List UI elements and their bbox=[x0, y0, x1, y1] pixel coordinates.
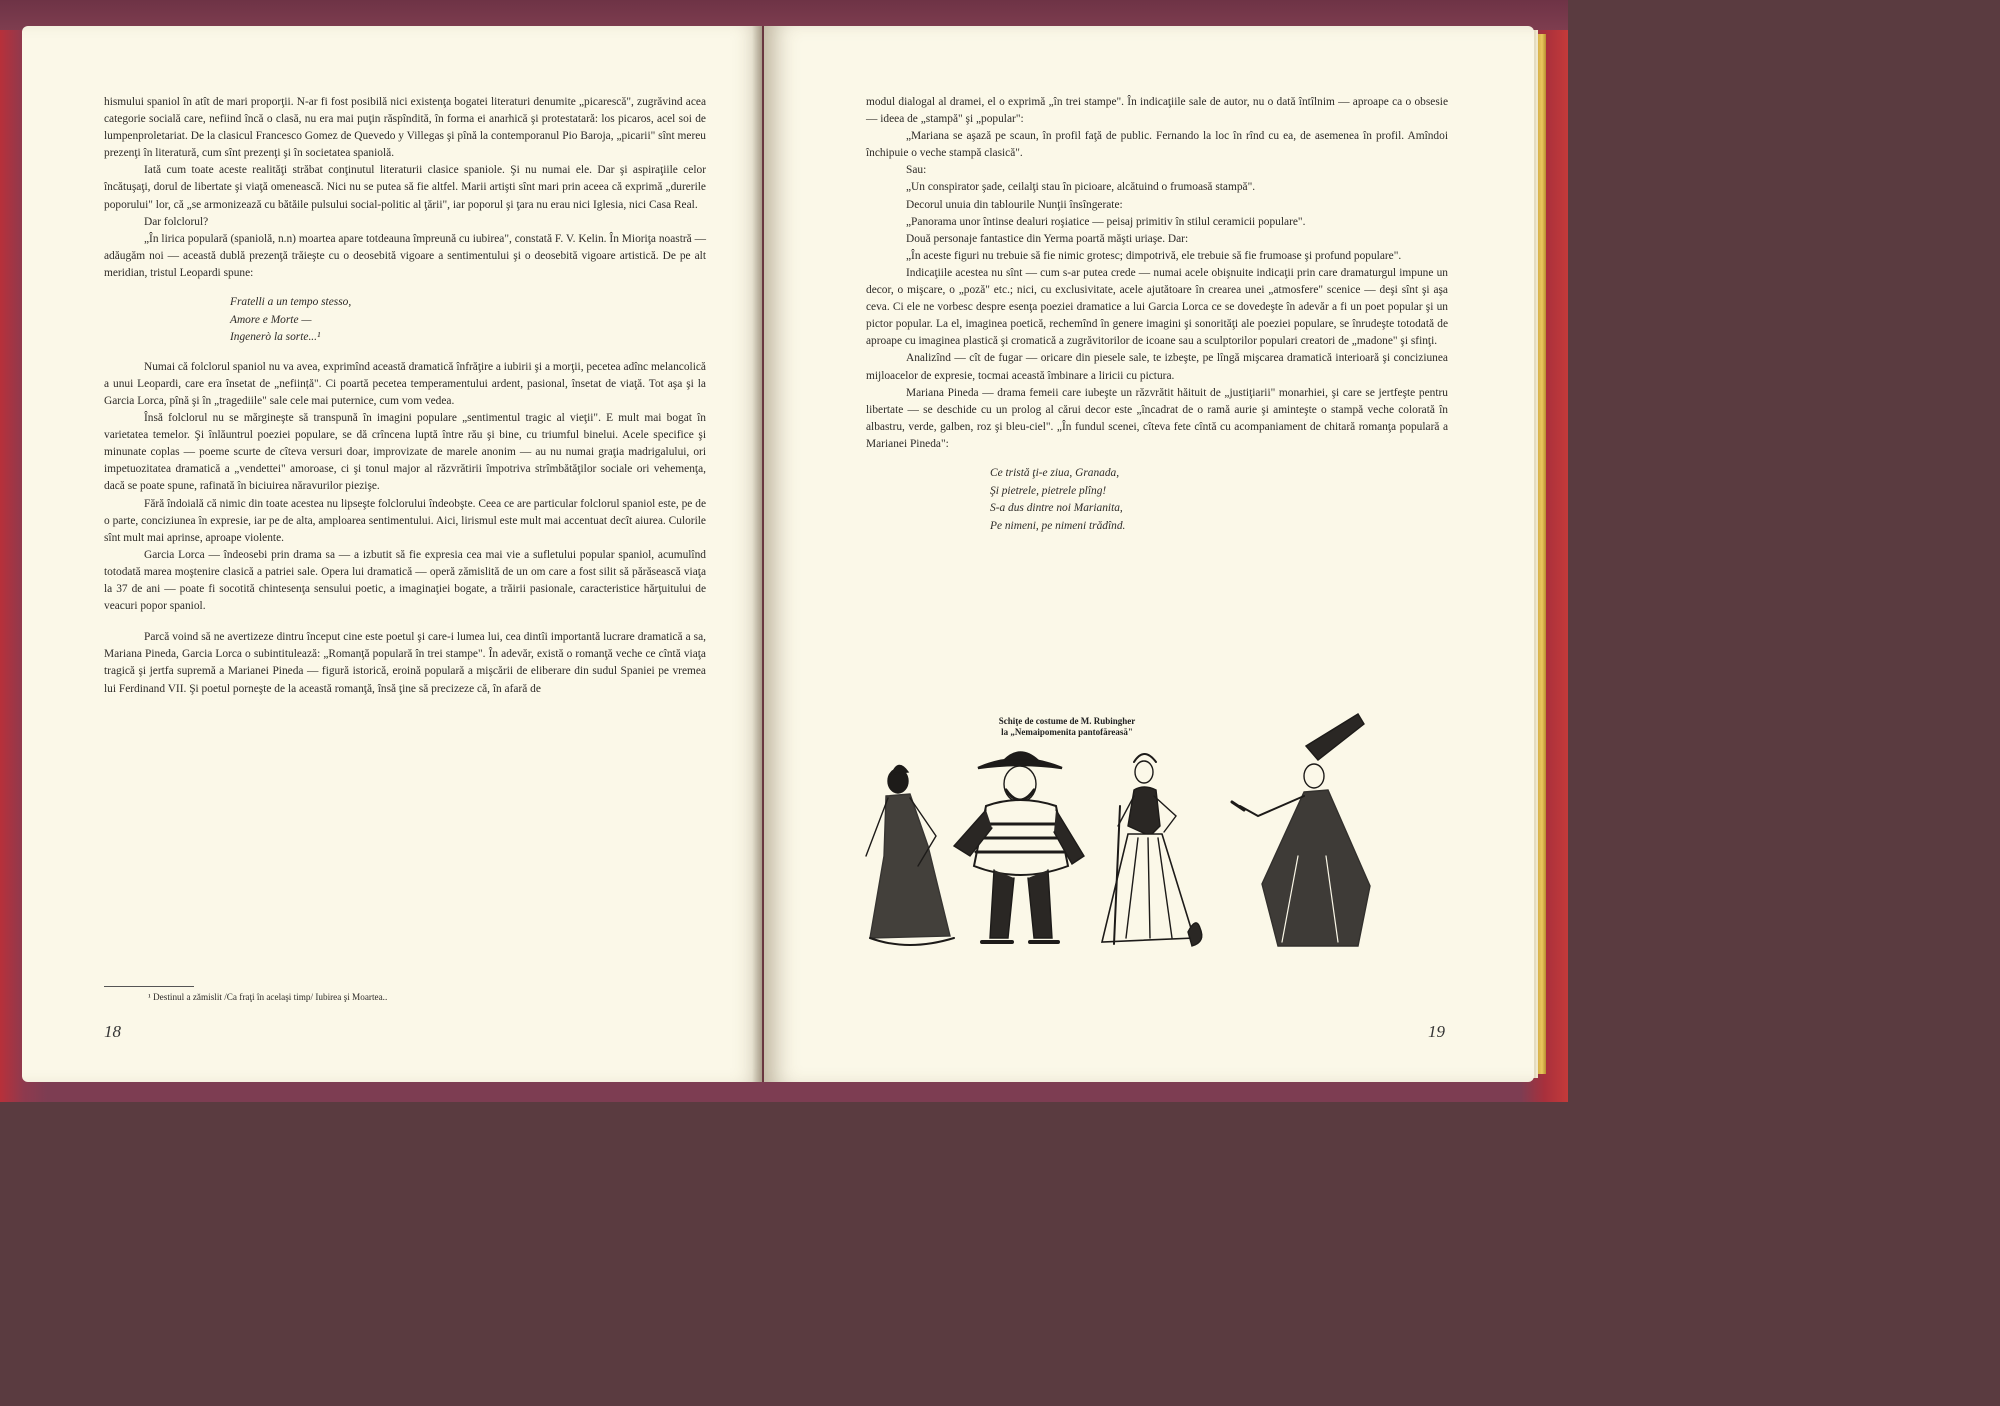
figure-man-cape bbox=[1232, 714, 1370, 946]
gilt-edge bbox=[1538, 34, 1546, 1074]
poem-line: Fratelli a un tempo stesso, bbox=[230, 296, 352, 309]
poem-line: Şi pietrele, pietrele plîng! bbox=[990, 484, 1107, 497]
left-page bbox=[22, 26, 762, 1082]
paragraph: Sau: bbox=[906, 164, 927, 177]
figure-woman-dress bbox=[1102, 754, 1202, 946]
paragraph: „În aceste figuri nu trebuie să fie nimic grotesc; dimpotrivă, ele trebuie să fie frumoase şi profund populare". bbox=[906, 249, 1402, 262]
right-page-body bbox=[866, 94, 1448, 547]
paragraph: Analizînd — cît de fugar — oricare din piesele sale, te izbeşte, pe lîngă mişcarea dramatică interioară şi conciziunea mijloacelor de expresie, tocmai această îmbinare a liricii cu pictura. bbox=[866, 352, 1448, 382]
caption-line: Schiţe de costume de M. Rubingher bbox=[998, 716, 1136, 726]
paragraph: Fără îndoială că nimic din toate acestea nu lipseşte folclorului îndeobşte. Ceea ce are particular folclorul spaniol este, pe de o parte, conciziunea în expresie, iar pe de alta, amploarea sentimentului. Aici, lirismul este mult mai accentuat decît aiurea. Culorile sînt mult mai aprinse, aproape violente. bbox=[104, 497, 706, 544]
figure-man-hat bbox=[954, 752, 1084, 942]
right-page bbox=[764, 26, 1534, 1082]
paragraph: Iată cum toate aceste realităţi străbat conţinutul literaturii clasice spaniole. Şi nu numai ele. Dar şi aspiraţiile celor încătuşaţi, dorul de libertate şi viaţă omenească. Nici nu se putea să fie altfel. Marii artişti sînt mari prin aceea că exprimă „durerile poporului" lor, că „se armonizează cu bătăile pulsului social-politic al ţării", iar poporul şi ţara nu erau nici Iglesia, nici Casa Real. bbox=[104, 164, 706, 211]
paragraph: modul dialogal al dramei, el o exprimă „în trei stampe". În indicaţiile sale de autor, nu o dată întîlnim — aproape ca o obsesie — ideea de „stampă" şi „popular": bbox=[866, 96, 1448, 126]
footnote: ¹ Destinul a zămislit /Ca fraţi în acelaşi timp/ Iubirea şi Moartea.. bbox=[148, 992, 388, 1002]
paragraph: „Mariana se aşază pe scaun, în profil faţă de public. Fernando la loc în rînd cu ea, de asemenea în profil. Amîndoi închipuie o veche stampă clasică". bbox=[866, 130, 1448, 160]
paragraph: Decorul unuia din tablourile Nunţii însîngerate: bbox=[906, 198, 1123, 211]
poem-line: Ce tristă ţi-e ziua, Granada, bbox=[990, 466, 1120, 479]
footnote-rule bbox=[104, 986, 194, 987]
poem-leopardi bbox=[230, 294, 706, 347]
figure-woman-shawl bbox=[866, 765, 954, 945]
paragraph: Însă folclorul nu se mărgineşte să transpună în imagini populare „sentimentul tragic al vieţii". E mult mai bogat în varietatea temelor. Şi înlăuntrul poeziei populare, se dă crîncena luptă între rău şi bine, cu triumful binelui. Acele specifice şi minunate coplas — poeme scurte de cîteva versuri doar, improvizate de marele anonim — au nu numai graţia madrigalului, ori impetuozitatea dramatică a „vendettei" amoroase, ci şi tonul major al răzvrătirii împotriva strîmbătăţilor sociale ori vehemenţa, dacă se poate spune, rafinată în biciuirea năravurilor piezişe. bbox=[104, 412, 706, 493]
poem-line: Pe nimeni, pe nimeni trădînd. bbox=[990, 519, 1126, 532]
paragraph: Mariana Pineda — drama femeii care iubeşte un răzvrătit hăituit de „justiţiarii" monarhiei, şi care se jertfeşte pentru libertate — se deschide cu un prolog al cărui decor este „încadrat de o ramă aurie şi aminteşte o stampă veche colorată în albastru, verde, galben, roz şi bleu-ciel". „În fundul scenei, cîteva fete cîntă cu acompaniament de chitară romanţa populară a Marianei Pineda": bbox=[866, 386, 1448, 450]
left-page-body bbox=[104, 94, 706, 698]
paragraph: Indicaţiile acestea nu sînt — cum s-ar putea crede — numai acele obişnuite indicaţii prin care dramaturgul impune un decor, o mişcare, o „poză" etc.; nici, cu exclusivitate, acele ajutătoare în crearea unei „atmosfere" scenice — deşi sînt şi aşa ceva. Ci ele ne vorbesc despre esenţa poeziei dramatice a lui Garcia Lorca ce se dovedeşte în adevăr a fi un poet popular şi un pictor popular. La el, imaginea poetică, rechemînd în genere imagini şi sonorităţi ale poeziei populare, se înrudeşte totodată de aproape cu imaginea plastică şi cromatică a zugrăvitorilor de icoane sau a sculptorilor populari creatori de „madone" şi sfinţi. bbox=[866, 266, 1448, 348]
paragraph: „Panorama unor întinse dealuri roşiatice — peisaj primitiv în stilul ceramicii populare". bbox=[906, 215, 1306, 228]
page-number-left: 18 bbox=[104, 1022, 121, 1041]
paragraph: Două personaje fantastice din Yerma poartă măşti uriaşe. Dar: bbox=[906, 232, 1189, 245]
paragraph: Parcă voind să ne avertizeze dintru început cine este poetul şi care-i lumea lui, cea dintîi importantă lucrare dramatică a sa, Mariana Pineda, Garcia Lorca o subintitulează: „Romanţă populară în trei stampe". În adevăr, există o romanţă veche ce cîntă viaţa tragică şi jertfa supremă a Marianei Pineda — figură istorică, eroină populară a mişcării de eliberare din sudul Spaniei pe vremea lui Ferdinand VII. Şi poetul porneşte de la această romanţă, însă ţine să precizeze că, în afară de bbox=[104, 631, 706, 695]
poem-line: S-a dus dintre noi Marianita, bbox=[990, 502, 1123, 515]
paragraph: Dar folclorul? bbox=[144, 215, 209, 228]
paragraph: hismului spaniol în atît de mari proporţii. N-ar fi fost posibilă nici existenţa bogatei literaturi denumite „picarescă", zugrăvind acea categorie socială care, nefiind încă o clasă, nu era mai puţin răspîndită, în forma ei anarhică şi protestatară: los picaros, acel soi de lumpenproletariat. De la clasicul Francesco Gomez de Quevedo y Villegas şi pînă la contemporanul Pio Baroja, „picarii" sînt mereu prezenţi în literatură, cum sînt prezenţi şi în societatea spaniolă. bbox=[104, 96, 706, 160]
poem-line: Amore e Morte — bbox=[230, 313, 312, 326]
paragraph: Garcia Lorca — îndeosebi prin drama sa — a izbutit să fie expresia cea mai vie a sufletului popular spaniol, acumulînd totodată marea moştenire clasică a patriei sale. Opera lui dramatică — operă zămislită de un om care a fost silit să părăsească viaţa la 37 de ani — poate fi socotită chintesenţa sensului poetic, a imaginaţiei bogate, a trăirii pasionale, caracteristice hărţuitului de veacuri popor spaniol. bbox=[104, 548, 706, 613]
paragraph: Numai că folclorul spaniol nu va avea, exprimînd această dramatică înfrăţire a iubirii şi a morţii, pecetea adînc melancolică a unui Leopardi, care era însetat de „neființă". Ci poartă pecetea temperamentului ardent, pasional, însetat de viaţă. Tot aşa şi la Garcia Lorca, pînă şi în „tragediile" sale cele mai puternice, cum vom vedea. bbox=[104, 360, 706, 407]
paragraph: „Un conspirator şade, ceilalţi stau în picioare, alcătuind o frumoasă stampă". bbox=[906, 181, 1256, 194]
costume-sketches-illustration bbox=[858, 706, 1378, 996]
paragraph: „În lirica populară (spaniolă, n.n) moartea apare totdeauna împreună cu iubirea", constată F. V. Kelin. În Mioriţa noastră — adăugăm noi — această dublă prezenţă trăieşte cu o deosebită vigoare a sentimentului şi o deosebită vigoare artistică. De pe alt meridian, tristul Leopardi spune: bbox=[104, 232, 706, 279]
poem-mariana-pineda bbox=[990, 465, 1448, 535]
page-number-right: 19 bbox=[1428, 1022, 1445, 1041]
poem-line: Ingenerò la sorte...¹ bbox=[230, 331, 321, 344]
caption-line: la „Nemaipomenita pantofăreasă" bbox=[1001, 727, 1133, 737]
